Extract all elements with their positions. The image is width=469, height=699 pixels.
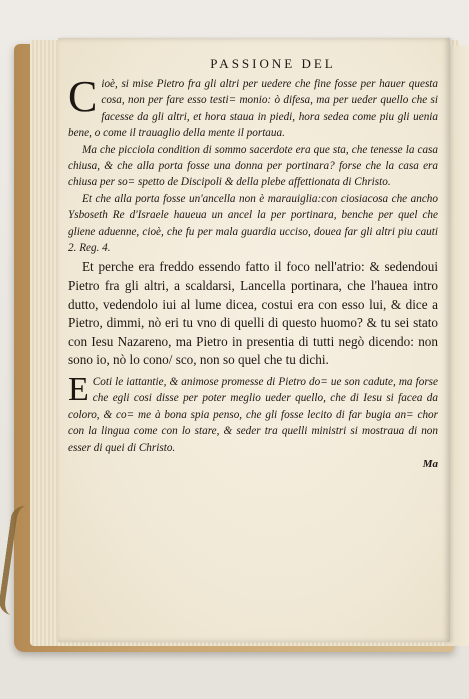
paragraph-2: Ma che picciola condition di sommo sacerdote era que sta, che tenesse la casa chiusa, & che alla porta fosse una donna per portinara? forse che la casa era chiusa per so= spetto de Discipoli & della plebe affettionata di Christo. xyxy=(68,143,438,189)
drop-cap: E xyxy=(68,371,89,409)
paragraph-1 xyxy=(68,72,438,142)
paragraph-1-text: ioè, si mise Pietro fra gli altri per uedere che fine fosse per hauer questa cosa, non per fare esso testi= monio: ò difesa, ma per ueder quello che si facesse da gli altri, et hora staua in piedi, hora sedea come piu gli uenia bene, o come il trauaglio della mente il portaua. xyxy=(68,78,438,140)
drop-cap: C xyxy=(68,72,98,121)
paragraph-5 xyxy=(68,371,438,456)
running-head: PASSIONE DEL xyxy=(210,56,336,71)
page-text xyxy=(68,56,438,470)
catchword: Ma xyxy=(422,458,438,471)
paragraph-3: Et che alla porta fosse un'ancella non è marauiglia:con ciosiacosa che ancho Ysboseth Re d'Israele haueua un ancel la per portinara, benche per quel che gliene aduenne, cioè, che fu per mala guardia ucciso, douea far gli altri piu cauti 2. Reg. 4. xyxy=(68,192,438,255)
paragraph-4: Et perche era freddo essendo fatto il foco nell'atrio: & sedendoui Pietro fra gli altri, a scaldarsi, Lancella portinara, che l'hauea intro dutto, vedendolo iui al lume dicea, costui era con esso lui, & dice a Pietro, dimmi, nò eri tu vno di quelli di questo huomo? & tu sei stato con Iesu Nazareno, ma Pietro in presentia di tutti negò dicendo: non sono io, nò lo cono/ sco, non so quel che tu dichi. xyxy=(68,259,438,368)
paragraph-5-text: Coti le iattantie, & animose promesse di Pietro do= ue son cadute, ma forse che egli cosi disse per poter meglio ueder quello, che di Iesu si facea da coloro, & co= me à bona spia penso, che gli fosse lecito di far bugia an= chor con la lingua come con lo stare, & seder tra quelli ministri si mostraua di non esser di quei di Christo. xyxy=(68,376,438,454)
